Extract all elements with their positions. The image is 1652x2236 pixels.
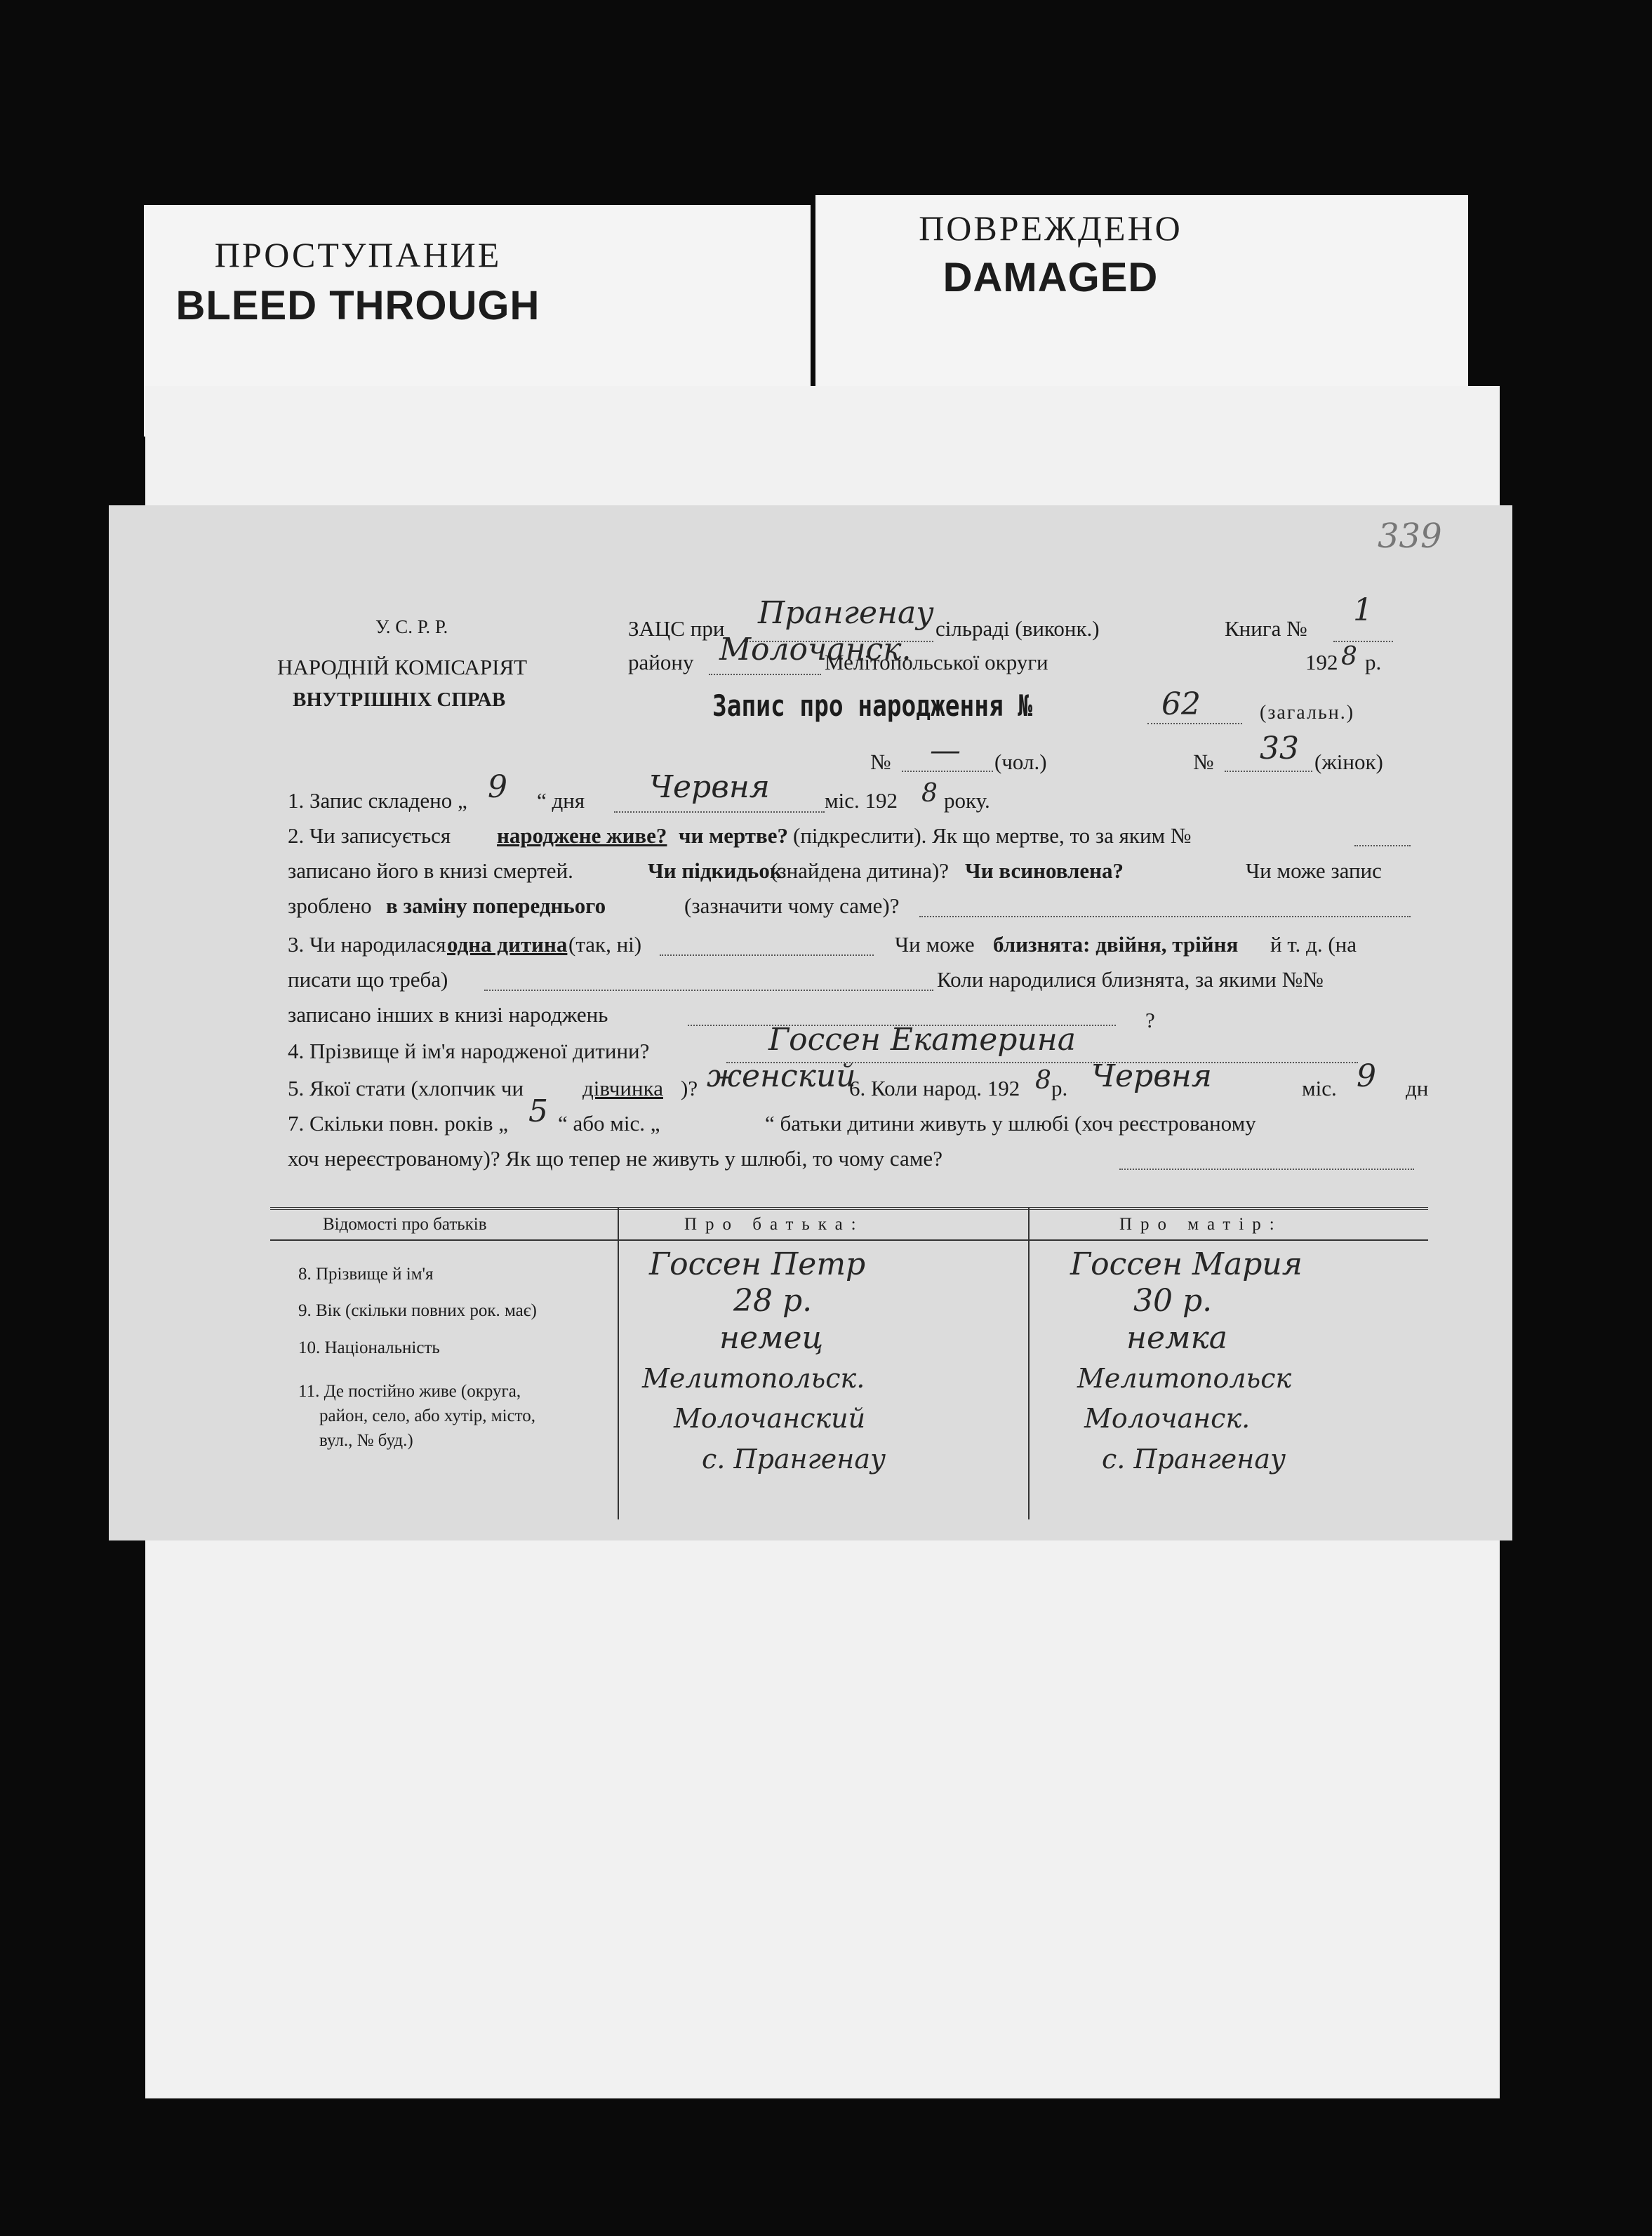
- mother-residence-2: Молочанск.: [1084, 1403, 1251, 1434]
- line6-c: міс.: [1302, 1076, 1337, 1100]
- line6-month: Червня: [1091, 1058, 1212, 1094]
- line7-d: хоч нереєстрованому)? Як що тепер не живуть у шлюбі, то чому саме?: [288, 1146, 942, 1171]
- father-residence-2: Молочанский: [674, 1403, 866, 1434]
- line7-c: “ батьки дитини живуть у шлюбі (хоч реєстрованому: [765, 1111, 1256, 1136]
- record-number-line: [1147, 723, 1242, 724]
- year-post: р.: [1365, 650, 1382, 674]
- father-name: Госсен Петр: [649, 1246, 866, 1282]
- line1-b: “ дня: [537, 788, 585, 813]
- child-sex: женский: [707, 1058, 856, 1094]
- mother-nationality: немка: [1126, 1320, 1228, 1356]
- line6-b: р.: [1051, 1076, 1068, 1100]
- line3h-a: записано інших в книзі народжень: [288, 1002, 608, 1027]
- line2f-c: (зазначити чому саме)?: [684, 893, 900, 918]
- male-number-line: [902, 771, 993, 772]
- line3g-a: писати що треба): [288, 967, 448, 992]
- record-number: 62: [1161, 686, 1201, 722]
- line6-d: дн: [1406, 1076, 1429, 1100]
- damaged-ru: ПОВРЕЖДЕНО: [919, 208, 1183, 248]
- book-label: Книга №: [1225, 616, 1307, 641]
- father-nationality: немец: [719, 1320, 824, 1356]
- line2f-replacement: в заміну попереднього: [386, 893, 606, 918]
- line6-day: 9: [1357, 1058, 1376, 1094]
- male-no-label: №: [870, 750, 891, 774]
- line1-a: 1. Запис складено „: [288, 788, 467, 813]
- mother-name: Госсен Мария: [1070, 1246, 1303, 1282]
- line1-month: Червня: [649, 769, 770, 805]
- book-number: 1: [1353, 592, 1373, 628]
- line2-a: 2. Чи записується: [288, 823, 451, 848]
- mother-residence-3: с. Прангенау: [1102, 1444, 1286, 1475]
- line2-dead: чи мертве?: [679, 823, 789, 848]
- father-residence-3: с. Прангенау: [702, 1444, 886, 1475]
- male-number: —: [930, 733, 961, 768]
- line5-girl: дівчинка: [582, 1076, 663, 1100]
- line2e-a: записано його в книзі смертей.: [288, 858, 573, 883]
- bleed-through-en: BLEED THROUGH: [175, 283, 540, 328]
- line5-a: 5. Якої стати (хлопчик чи: [288, 1076, 524, 1100]
- female-number: 33: [1260, 731, 1299, 766]
- line5-c: )?: [681, 1076, 698, 1100]
- mother-residence-1: Мелитопольск: [1077, 1363, 1292, 1394]
- line7-dots: [1119, 1169, 1414, 1170]
- father-age: 28 р.: [733, 1283, 813, 1319]
- female-no-label: №: [1193, 750, 1214, 774]
- line3-d: Чи може: [895, 932, 975, 957]
- header-mother: Про матір:: [1119, 1215, 1283, 1234]
- line2e-adopted: Чи всиновлена?: [965, 858, 1124, 883]
- table-col-divider-1: [618, 1207, 619, 1519]
- child-name: Госсен Екатерина: [768, 1022, 1077, 1058]
- header-parents-info: Відомості про батьків: [323, 1215, 487, 1234]
- year-digit: 8: [1341, 642, 1357, 671]
- parents-table: [270, 1207, 1428, 1519]
- table-col-divider-2: [1028, 1207, 1030, 1519]
- internal-affairs-label: ВНУТРІШНІХ СПРАВ: [293, 688, 506, 711]
- district-line: [709, 674, 821, 675]
- female-number-line: [1225, 771, 1312, 772]
- line2f-a: зроблено: [288, 893, 372, 918]
- table-header-rule: [270, 1239, 1428, 1241]
- line1-day: 9: [488, 769, 507, 805]
- line3g-b: Коли народилися близнята, за якими №№: [937, 967, 1324, 992]
- line3-a: 3. Чи народилася: [288, 932, 446, 957]
- header-father: Про батька:: [684, 1215, 865, 1234]
- line2e-c: (знайдена дитина)?: [771, 858, 950, 883]
- line3-dots: [660, 954, 874, 956]
- line3-one-child: одна дитина: [447, 932, 568, 957]
- line7-a: 7. Скільки повн. років „: [288, 1111, 508, 1136]
- line2-d: (підкреслити). Як що мертве, то за яким №: [793, 823, 1192, 848]
- marriage-years: 5: [528, 1093, 548, 1129]
- zags-pre: ЗАЦС при: [628, 616, 725, 641]
- zags-post: сільраді (виконк.): [935, 616, 1100, 641]
- table-top-rule: [270, 1207, 1428, 1210]
- line3-c: (так, ні): [568, 932, 642, 957]
- general-label: (загальн.): [1260, 702, 1355, 724]
- zags-village: Прангенау: [758, 595, 934, 631]
- line2-dots: [1354, 845, 1411, 846]
- page-number: 339: [1378, 517, 1442, 556]
- male-label: (чол.): [994, 750, 1047, 774]
- line2f-dots: [919, 916, 1411, 917]
- line1-year: 8: [921, 779, 938, 808]
- line1-d: року.: [944, 788, 990, 813]
- line2e-foundling: Чи підкидьок: [648, 858, 782, 883]
- line4: 4. Прізвище й ім'я народженої дитини?: [288, 1039, 650, 1063]
- line3g-dots: [484, 990, 933, 991]
- row-label-residence-1: 11. Де постійно живе (округа,: [298, 1382, 521, 1401]
- line6-a: 6. Коли народ. 192: [849, 1076, 1020, 1100]
- district-pre: району: [628, 650, 694, 674]
- row-label-age: 9. Вік (скільки повних рок. має): [298, 1301, 537, 1320]
- usrr-label: У. С. Р. Р.: [375, 616, 448, 637]
- record-title: Запис про народження №: [712, 688, 1033, 723]
- row-label-residence-2: район, село, або хутір, місто,: [319, 1406, 536, 1425]
- row-label-residence-3: вул., № буд.): [319, 1431, 413, 1450]
- commissariat-label: НАРОДНІЙ КОМІСАРІЯТ: [277, 655, 528, 679]
- line2e-e: Чи може запис: [1246, 858, 1382, 883]
- line7-b: “ або міс. „: [558, 1111, 660, 1136]
- mother-age: 30 р.: [1133, 1283, 1213, 1319]
- birth-record-form: [109, 505, 1512, 1540]
- row-label-nationality: 10. Національність: [298, 1338, 440, 1357]
- line1-month-line: [614, 811, 825, 813]
- bleed-through-ru: ПРОСТУПАНИЕ: [214, 235, 502, 274]
- father-residence-1: Мелитопольск.: [642, 1363, 865, 1394]
- damaged-en: DAMAGED: [942, 255, 1159, 300]
- okruha-label: Мелітопольської округи: [825, 650, 1048, 674]
- line3h-b: ?: [1145, 1008, 1155, 1032]
- row-label-name: 8. Прізвище й ім'я: [298, 1265, 434, 1284]
- district-name: Молочанск.: [719, 632, 912, 667]
- line2-born-alive: народжене живе?: [497, 823, 667, 848]
- line1-c: міс. 192: [825, 788, 898, 813]
- female-label: (жінок): [1314, 750, 1383, 774]
- line3-f: й т. д. (на: [1270, 932, 1357, 957]
- line6-year: 8: [1035, 1066, 1051, 1095]
- line3-twins: близнята: двійня, трійня: [993, 932, 1239, 957]
- year-pre: 192: [1305, 650, 1338, 674]
